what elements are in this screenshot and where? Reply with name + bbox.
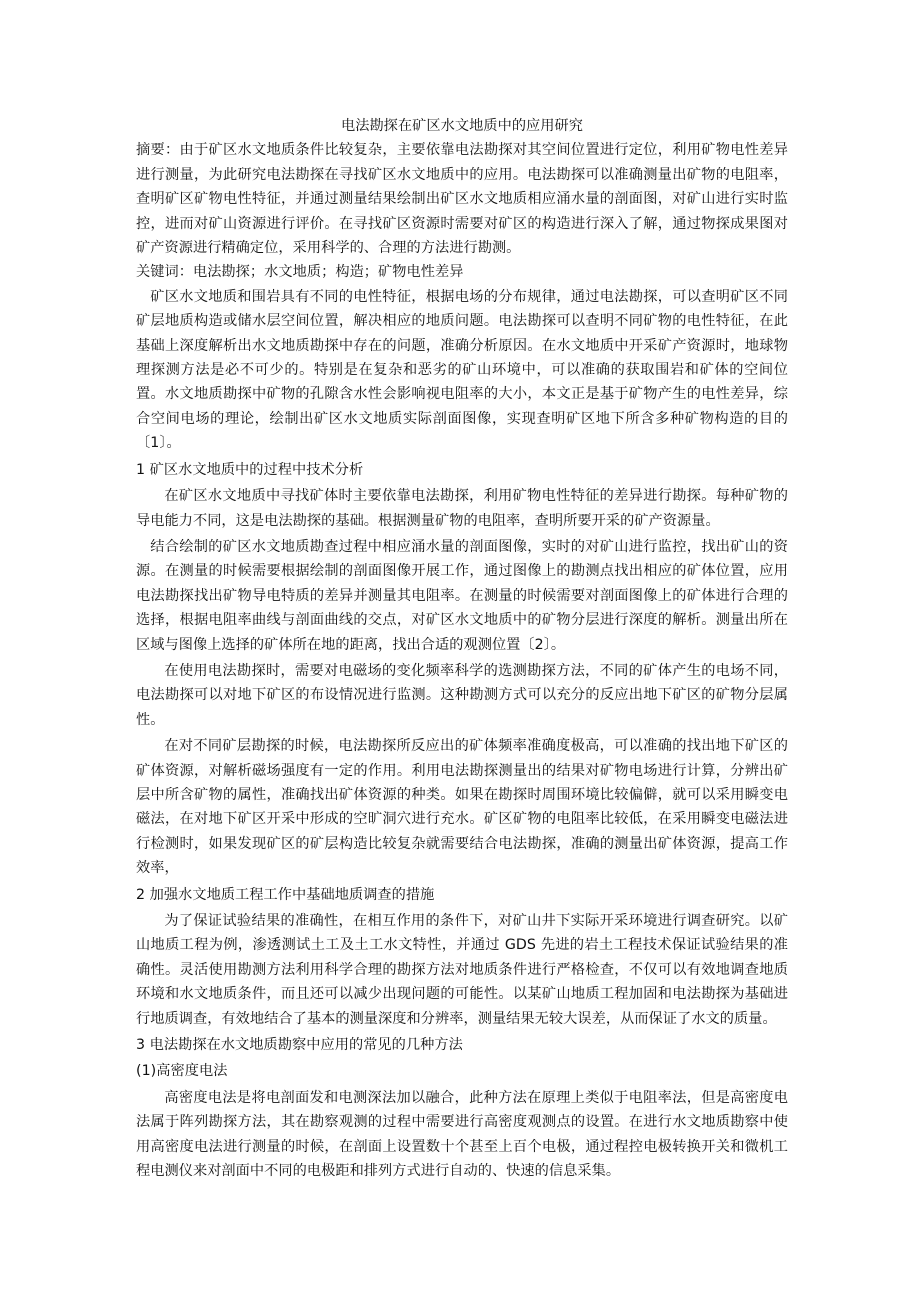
section-1-paragraph: 在矿区水文地质中寻找矿体时主要依靠电法勘探，利用矿物电性特征的差异进行勘探。每种矿物的导电能力不同，这是电法勘探的基础。根据测量矿物的电阻率，查明所要开采的矿产资源量。 bbox=[136, 488, 788, 529]
section-3-paragraph: 高密度电法是将电剖面发和电测深法加以融合，此种方法在原理上类似于电阻率法，但是高密度电法属于阵列勘探方法，其在勘察观测的过程中需要进行高密度观测点的设置。在进行水文地质勘察中使用高密度电法进行测量的时候，在剖面上设置数十个甚至上百个电极，通过程控电极转换开关和微机工程电测仪来对剖面中不同的电极距和排列方式进行自动的、快速的信息采集。 bbox=[136, 1089, 788, 1180]
section-1-heading: 1 矿区水文地质中的过程中技术分析 bbox=[136, 461, 364, 478]
section-3-subheading: (1)高密度电法 bbox=[136, 1063, 228, 1080]
section-1-paragraph: 在使用电法勘探时，需要对电磁场的变化频率科学的选测勘探方法，不同的矿体产生的电场不同，电法勘探可以对地下矿区的布设情况进行监测。这种勘测方式可以充分的反应出地下矿区的矿物分层属性。 bbox=[136, 662, 788, 728]
section-1-paragraph: 在对不同矿层勘探的时候，电法勘探所反应出的矿体频率准确度极高，可以准确的找出地下矿区的矿体资源，对解析磁场强度有一定的作用。利用电法勘探测量出的结果对矿物电场进行计算，分辨出矿层中所含矿物的属性，准确找出矿体资源的种类。如果在勘探时周围环境比较偏僻，就可以采用瞬变电磁法，在对地下矿区开采中形成的空旷洞穴进行充水。矿区矿物的电阻率比较低，在采用瞬变电磁法进行检测时，如果发现矿区的矿层构造比较复杂就需要结合电法勘探，准确的测量出矿体资源，提高工作效率， bbox=[136, 738, 788, 877]
intro-paragraph: 矿区水文地质和围岩具有不同的电性特征，根据电场的分布规律，通过电法勘探，可以查明矿区不同矿层地质构造或储水层空间位置，解决相应的地质问题。电法勘探可以查明不同矿物的电性特征，在此基础上深度解析出水文地质勘探中存在的问题，准确分析原因。在水文地质中开采矿产资源时，地球物理探测方法是必不可少的。特别是在复杂和恶劣的矿山环境中，可以准确的获取围岩和矿体的空间位置。水文地质勘探中矿物的孔隙含水性会影响视电阻率的大小，本文正是基于矿物产生的电性差异，综合空间电场的理论，绘制出矿区水文地质实际剖面图像，实现查明矿区地下所含多种矿物构造的目的〔1〕。 bbox=[136, 288, 788, 452]
document-title: 电法勘探在矿区水文地质中的应用研究 bbox=[340, 118, 584, 134]
keywords: 关键词：电法勘探；水文地质；构造；矿物电性差异 bbox=[136, 264, 464, 281]
section-2-paragraph: 为了保证试验结果的准确性，在相互作用的条件下，对矿山井下实际开采环境进行调查研究。以矿山地质工程为例，渗透测试土工及土工水文特性，并通过 GDS 先进的岩土工程技术保证试验结果的准确性。灵活使用勘测方法利用科学合理的勘探方法对地质条件进行严格检查，不仅可以有效地调查地质环境和水文地质条件，而且还可以减少出现问题的可能性。以某矿山地质工程加固和电法勘探为基础进行地质调查，有效地结合了基本的测量深度和分辨率，测量结果无较大误差，从而保证了水文的质量。 bbox=[136, 913, 788, 1027]
document-body bbox=[136, 108, 788, 1183]
abstract: 摘要：由于矿区水文地质条件比较复杂，主要依靠电法勘探对其空间位置进行定位，利用矿物电性差异进行测量，为此研究电法勘探在寻找矿区水文地质中的应用。电法勘探可以准确测量出矿物的电阻率，查明矿区矿物电性特征，并通过测量结果绘制出矿区水文地质相应涌水量的剖面图，对矿山进行实时监控，进而对矿山资源进行评价。在寻找矿区资源时需要对矿区的构造进行深入了解，通过物探成果图对矿产资源进行精确定位，采用科学的、合理的方法进行勘测。 bbox=[136, 142, 788, 257]
section-3-heading: 3 电法勘探在水文地质勘察中应用的常见的几种方法 bbox=[136, 1037, 463, 1054]
section-1-paragraph: 结合绘制的矿区水文地质勘查过程中相应涌水量的剖面图像，实时的对矿山进行监控，找出矿山的资源。在测量的时候需要根据绘制的剖面图像开展工作，通过图像上的勘测点找出相应的矿体位置，应用电法勘探找出矿物导电特质的差异并测量其电阻率。在测量的时候需要对剖面图像上的矿体进行合理的选择，根据电阻率曲线与剖面曲线的交点，对矿区水文地质中的矿物分层进行深度的解析。测量出所在区域与图像上选择的矿体所在地的距离，找出合适的观测位置〔2〕。 bbox=[136, 538, 788, 653]
section-2-heading: 2 加强水文地质工程工作中基础地质调查的措施 bbox=[136, 886, 435, 903]
